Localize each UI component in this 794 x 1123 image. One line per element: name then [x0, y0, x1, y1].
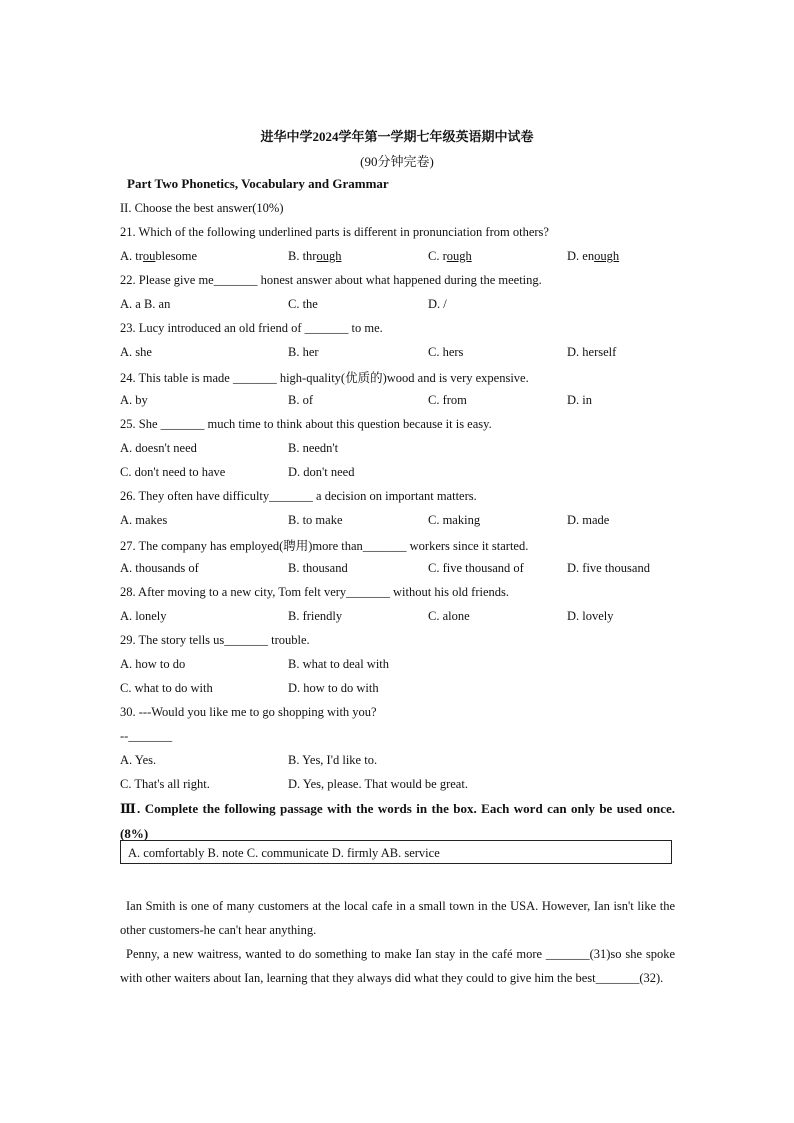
- q29-stem: 29. The story tells us_______ trouble.: [120, 633, 310, 647]
- q30-reply: --_______: [120, 729, 173, 743]
- q23-option-b: B. her: [288, 345, 319, 359]
- q22-stem: 22. Please give me_______ honest answer about what happened during the meeting.: [120, 273, 542, 287]
- q26-option-b: B. to make: [288, 513, 343, 527]
- q28-option-a: A. lonely: [120, 609, 167, 623]
- q25-stem: 25. She _______ much time to think about this question because it is easy.: [120, 417, 492, 431]
- q29-option-a: A. how to do: [120, 657, 186, 671]
- q25-option-a: A. doesn't need: [120, 441, 197, 455]
- q25-option-d: D. don't need: [288, 465, 355, 479]
- q22-option-d: D. /: [428, 297, 447, 311]
- q29-option-d: D. how to do with: [288, 681, 379, 695]
- q23-option-d: D. herself: [567, 345, 617, 359]
- q27-option-c: C. five thousand of: [428, 561, 524, 575]
- q23-option-a: A. she: [120, 345, 152, 359]
- q21-option-b: B. through: [288, 249, 342, 263]
- part-heading: Part Two Phonetics, Vocabulary and Grammar: [127, 176, 389, 191]
- q26-option-a: A. makes: [120, 513, 168, 527]
- q27-option-b: B. thousand: [288, 561, 348, 575]
- q30-option-b: B. Yes, I'd like to.: [288, 753, 378, 767]
- q30-option-a: A. Yes.: [120, 753, 157, 767]
- q23-stem: 23. Lucy introduced an old friend of _______ to me.: [120, 321, 383, 335]
- q26-option-c: C. making: [428, 513, 481, 527]
- q30-stem: 30. ---Would you like me to go shopping with you?: [120, 705, 377, 719]
- q24-option-a: A. by: [120, 393, 148, 407]
- q28-stem: 28. After moving to a new city, Tom felt very_______ without his old friends.: [120, 585, 510, 599]
- word-box: A. comfortably B. note C. communicate D. firmly AB. service: [120, 840, 672, 864]
- q22-option-a: A. a B. an: [120, 297, 171, 311]
- q21-option-a: A. troublesome: [120, 249, 198, 263]
- exam-subtitle: (90分钟完卷): [360, 154, 434, 169]
- q28-option-b: B. friendly: [288, 609, 343, 623]
- q29-option-c: C. what to do with: [120, 681, 213, 695]
- passage-paragraph-1: Ian Smith is one of many customers at the local cafe in a small town in the USA. However, Ian isn't like the other customers-he can't hear anything.: [120, 899, 675, 937]
- q30-option-d: D. Yes, please. That would be great.: [288, 777, 468, 791]
- section-2-heading: II. Choose the best answer(10%): [120, 201, 284, 215]
- q25-option-c: C. don't need to have: [120, 465, 226, 479]
- q26-option-d: D. made: [567, 513, 610, 527]
- q28-option-d: D. lovely: [567, 609, 614, 623]
- q21-option-d: D. enough: [567, 249, 620, 263]
- q22-option-c: C. the: [288, 297, 318, 311]
- q23-option-c: C. hers: [428, 345, 464, 359]
- q26-stem: 26. They often have difficulty_______ a decision on important matters.: [120, 489, 477, 503]
- q21-stem: 21. Which of the following underlined parts is different in pronunciation from others?: [120, 225, 549, 239]
- q24-option-b: B. of: [288, 393, 313, 407]
- q27-option-a: A. thousands of: [120, 561, 199, 575]
- q27-option-d: D. five thousand: [567, 561, 650, 575]
- passage-paragraph-2: Penny, a new waitress, wanted to do something to make Ian stay in the café more _______(31)so she spoke with other waiters about Ian, learning that they always did what they could to give him the best_______(32).: [120, 947, 675, 985]
- q29-option-b: B. what to deal with: [288, 657, 390, 671]
- q25-option-b: B. needn't: [288, 441, 339, 455]
- q27-stem: 27. The company has employed(聘用)more than_______ workers since it started.: [120, 539, 529, 553]
- section-3-heading: Ⅲ. Complete the following passage with the words in the box. Each word can only be used once. (8%): [120, 801, 675, 841]
- q24-option-d: D. in: [567, 393, 592, 407]
- exam-title: 进华中学2024学年第一学期七年级英语期中试卷: [260, 129, 534, 144]
- q30-option-c: C. That's all right.: [120, 777, 210, 791]
- q24-stem: 24. This table is made _______ high-quality(优质的)wood and is very expensive.: [120, 371, 529, 385]
- q24-option-c: C. from: [428, 393, 467, 407]
- q28-option-c: C. alone: [428, 609, 470, 623]
- q21-option-c: C. rough: [428, 249, 472, 263]
